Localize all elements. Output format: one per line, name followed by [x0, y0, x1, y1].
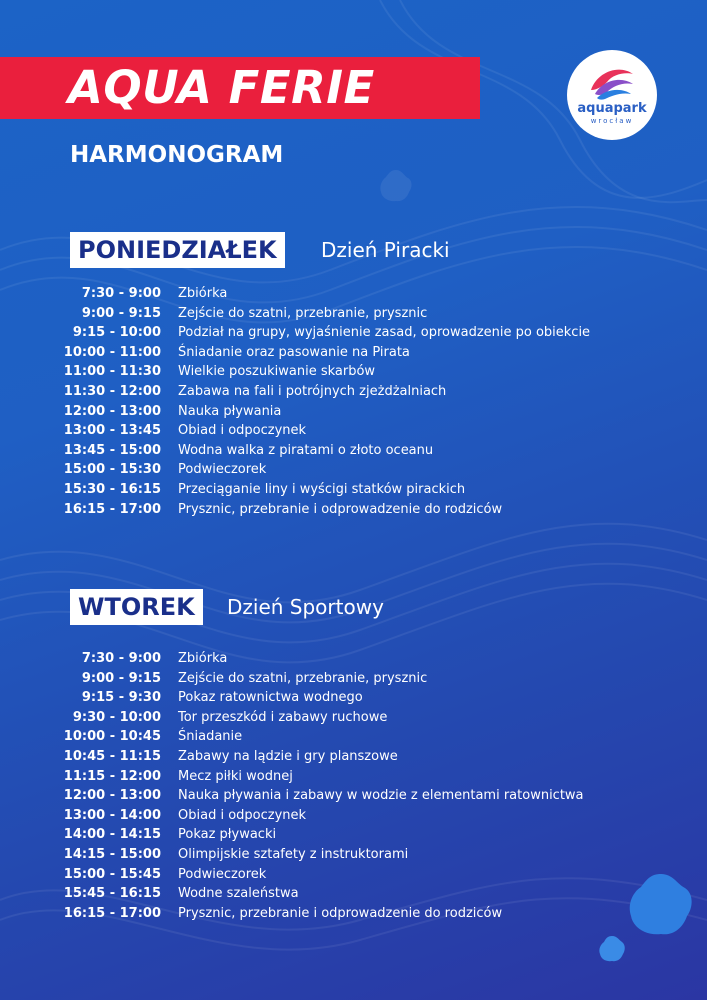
schedule-row: [0, 884, 707, 904]
time-range: 11:00 - 11:30: [63, 364, 161, 380]
activity: Olimpijskie sztafety z instruktorami: [178, 846, 409, 862]
schedule-row: [0, 382, 707, 402]
schedule-row: [0, 669, 707, 689]
time-range: 12:00 - 13:00: [63, 403, 161, 419]
schedule-row: [0, 284, 707, 304]
time-range: 7:30 - 9:00: [81, 286, 161, 301]
time-range: 14:00 - 14:15: [63, 827, 161, 843]
schedule-row: [0, 343, 707, 363]
schedule-row: [0, 421, 707, 441]
schedule-row: [0, 767, 707, 787]
schedule-row: [0, 460, 707, 480]
time-range: 7:30 - 9:00: [81, 651, 161, 666]
schedule-row: [0, 500, 707, 520]
schedule-row: [0, 825, 707, 845]
time-range: 15:00 - 15:30: [63, 462, 161, 478]
activity: Zbiórka: [178, 286, 228, 301]
decorative-blob-top: [378, 168, 414, 208]
activity: Zabawy na lądzie i gry planszowe: [178, 748, 398, 764]
schedule-row: [0, 688, 707, 708]
time-range: 11:15 - 12:00: [63, 768, 161, 784]
activity: Wodne szaleństwa: [178, 886, 299, 902]
schedule-row: [0, 649, 707, 669]
aquapark-logo: [567, 50, 657, 140]
time-range: 13:45 - 15:00: [63, 442, 161, 458]
time-range: 9:15 - 9:30: [81, 690, 161, 706]
activity: Podwieczorek: [178, 866, 267, 882]
wave-logo-icon: [567, 50, 657, 140]
schedule-row: [0, 304, 707, 324]
activity: Zejście do szatni, przebranie, prysznic: [178, 305, 428, 321]
schedule-tuesday: [0, 649, 707, 923]
activity: Podział na grupy, wyjaśnienie zasad, oprowadzenie po obiekcie: [178, 325, 591, 341]
time-range: 12:00 - 13:00: [63, 788, 161, 804]
activity: Zbiórka: [178, 651, 228, 666]
schedule-row: [0, 402, 707, 422]
schedule-row: [0, 727, 707, 747]
time-range: 16:15 - 17:00: [63, 501, 161, 517]
activity: Obiad i odpoczynek: [178, 807, 307, 823]
activity: Zejście do szatni, przebranie, prysznic: [178, 670, 428, 686]
schedule-row: [0, 786, 707, 806]
time-range: 13:00 - 13:45: [63, 423, 161, 439]
logo-city: wrocław: [590, 117, 634, 125]
time-range: 9:00 - 9:15: [81, 670, 161, 686]
time-range: 13:00 - 14:00: [63, 807, 161, 823]
activity: Mecz piłki wodnej: [178, 768, 293, 784]
schedule-row: [0, 904, 707, 924]
day-badge-tuesday: WTOREK: [70, 589, 203, 625]
activity: Tor przeszkód i zabawy ruchowe: [178, 709, 388, 725]
decorative-blob-small: [598, 935, 626, 967]
time-range: 9:15 - 10:00: [72, 325, 161, 341]
time-range: 16:15 - 17:00: [63, 905, 161, 921]
schedule-row: [0, 865, 707, 885]
schedule-row: [0, 323, 707, 343]
activity: Śniadanie: [178, 729, 243, 745]
schedule-row: [0, 441, 707, 461]
activity: Prysznic, przebranie i odprowadzenie do rodziców: [178, 905, 503, 921]
activity: Pokaz ratownictwa wodnego: [178, 690, 363, 706]
time-range: 9:30 - 10:00: [72, 709, 161, 725]
schedule-row: [0, 806, 707, 826]
activity: Pokaz pływacki: [178, 827, 277, 843]
day-badge-monday: PONIEDZIAŁEK: [70, 232, 285, 268]
time-range: 10:00 - 11:00: [63, 344, 161, 360]
activity: Zabawa na fali i potrójnych zjeżdżalniach: [178, 383, 447, 399]
activity: Nauka pływania: [178, 403, 282, 419]
day-theme-monday: Dzień Piracki: [321, 238, 450, 262]
time-range: 11:30 - 12:00: [63, 383, 161, 399]
schedule-row: [0, 708, 707, 728]
schedule-row: [0, 747, 707, 767]
activity: Wodna walka z piratami o złoto oceanu: [178, 442, 434, 458]
activity: Nauka pływania i zabawy w wodzie z elementami ratownictwa: [178, 788, 584, 804]
logo-wordmark: aquapark: [577, 101, 647, 116]
page-title: AQUA FERIE: [68, 61, 375, 114]
time-range: 10:45 - 11:15: [63, 748, 161, 764]
day-theme-tuesday: Dzień Sportowy: [227, 595, 384, 619]
schedule-row: [0, 362, 707, 382]
activity: Przeciąganie liny i wyścigi statków pirackich: [178, 481, 466, 497]
activity: Śniadanie oraz pasowanie na Pirata: [178, 344, 410, 360]
page-subtitle: HARMONOGRAM: [70, 142, 284, 168]
time-range: 10:00 - 10:45: [63, 729, 161, 745]
activity: Podwieczorek: [178, 462, 267, 478]
schedule-monday: [0, 284, 707, 519]
time-range: 15:30 - 16:15: [63, 481, 161, 497]
activity: Wielkie poszukiwanie skarbów: [178, 364, 376, 380]
schedule-row: [0, 480, 707, 500]
schedule-row: [0, 845, 707, 865]
time-range: 15:45 - 16:15: [63, 886, 161, 902]
time-range: 9:00 - 9:15: [81, 305, 161, 321]
activity: Obiad i odpoczynek: [178, 423, 307, 439]
time-range: 15:00 - 15:45: [63, 866, 161, 882]
activity: Prysznic, przebranie i odprowadzenie do rodziców: [178, 501, 503, 517]
time-range: 14:15 - 15:00: [63, 846, 161, 862]
